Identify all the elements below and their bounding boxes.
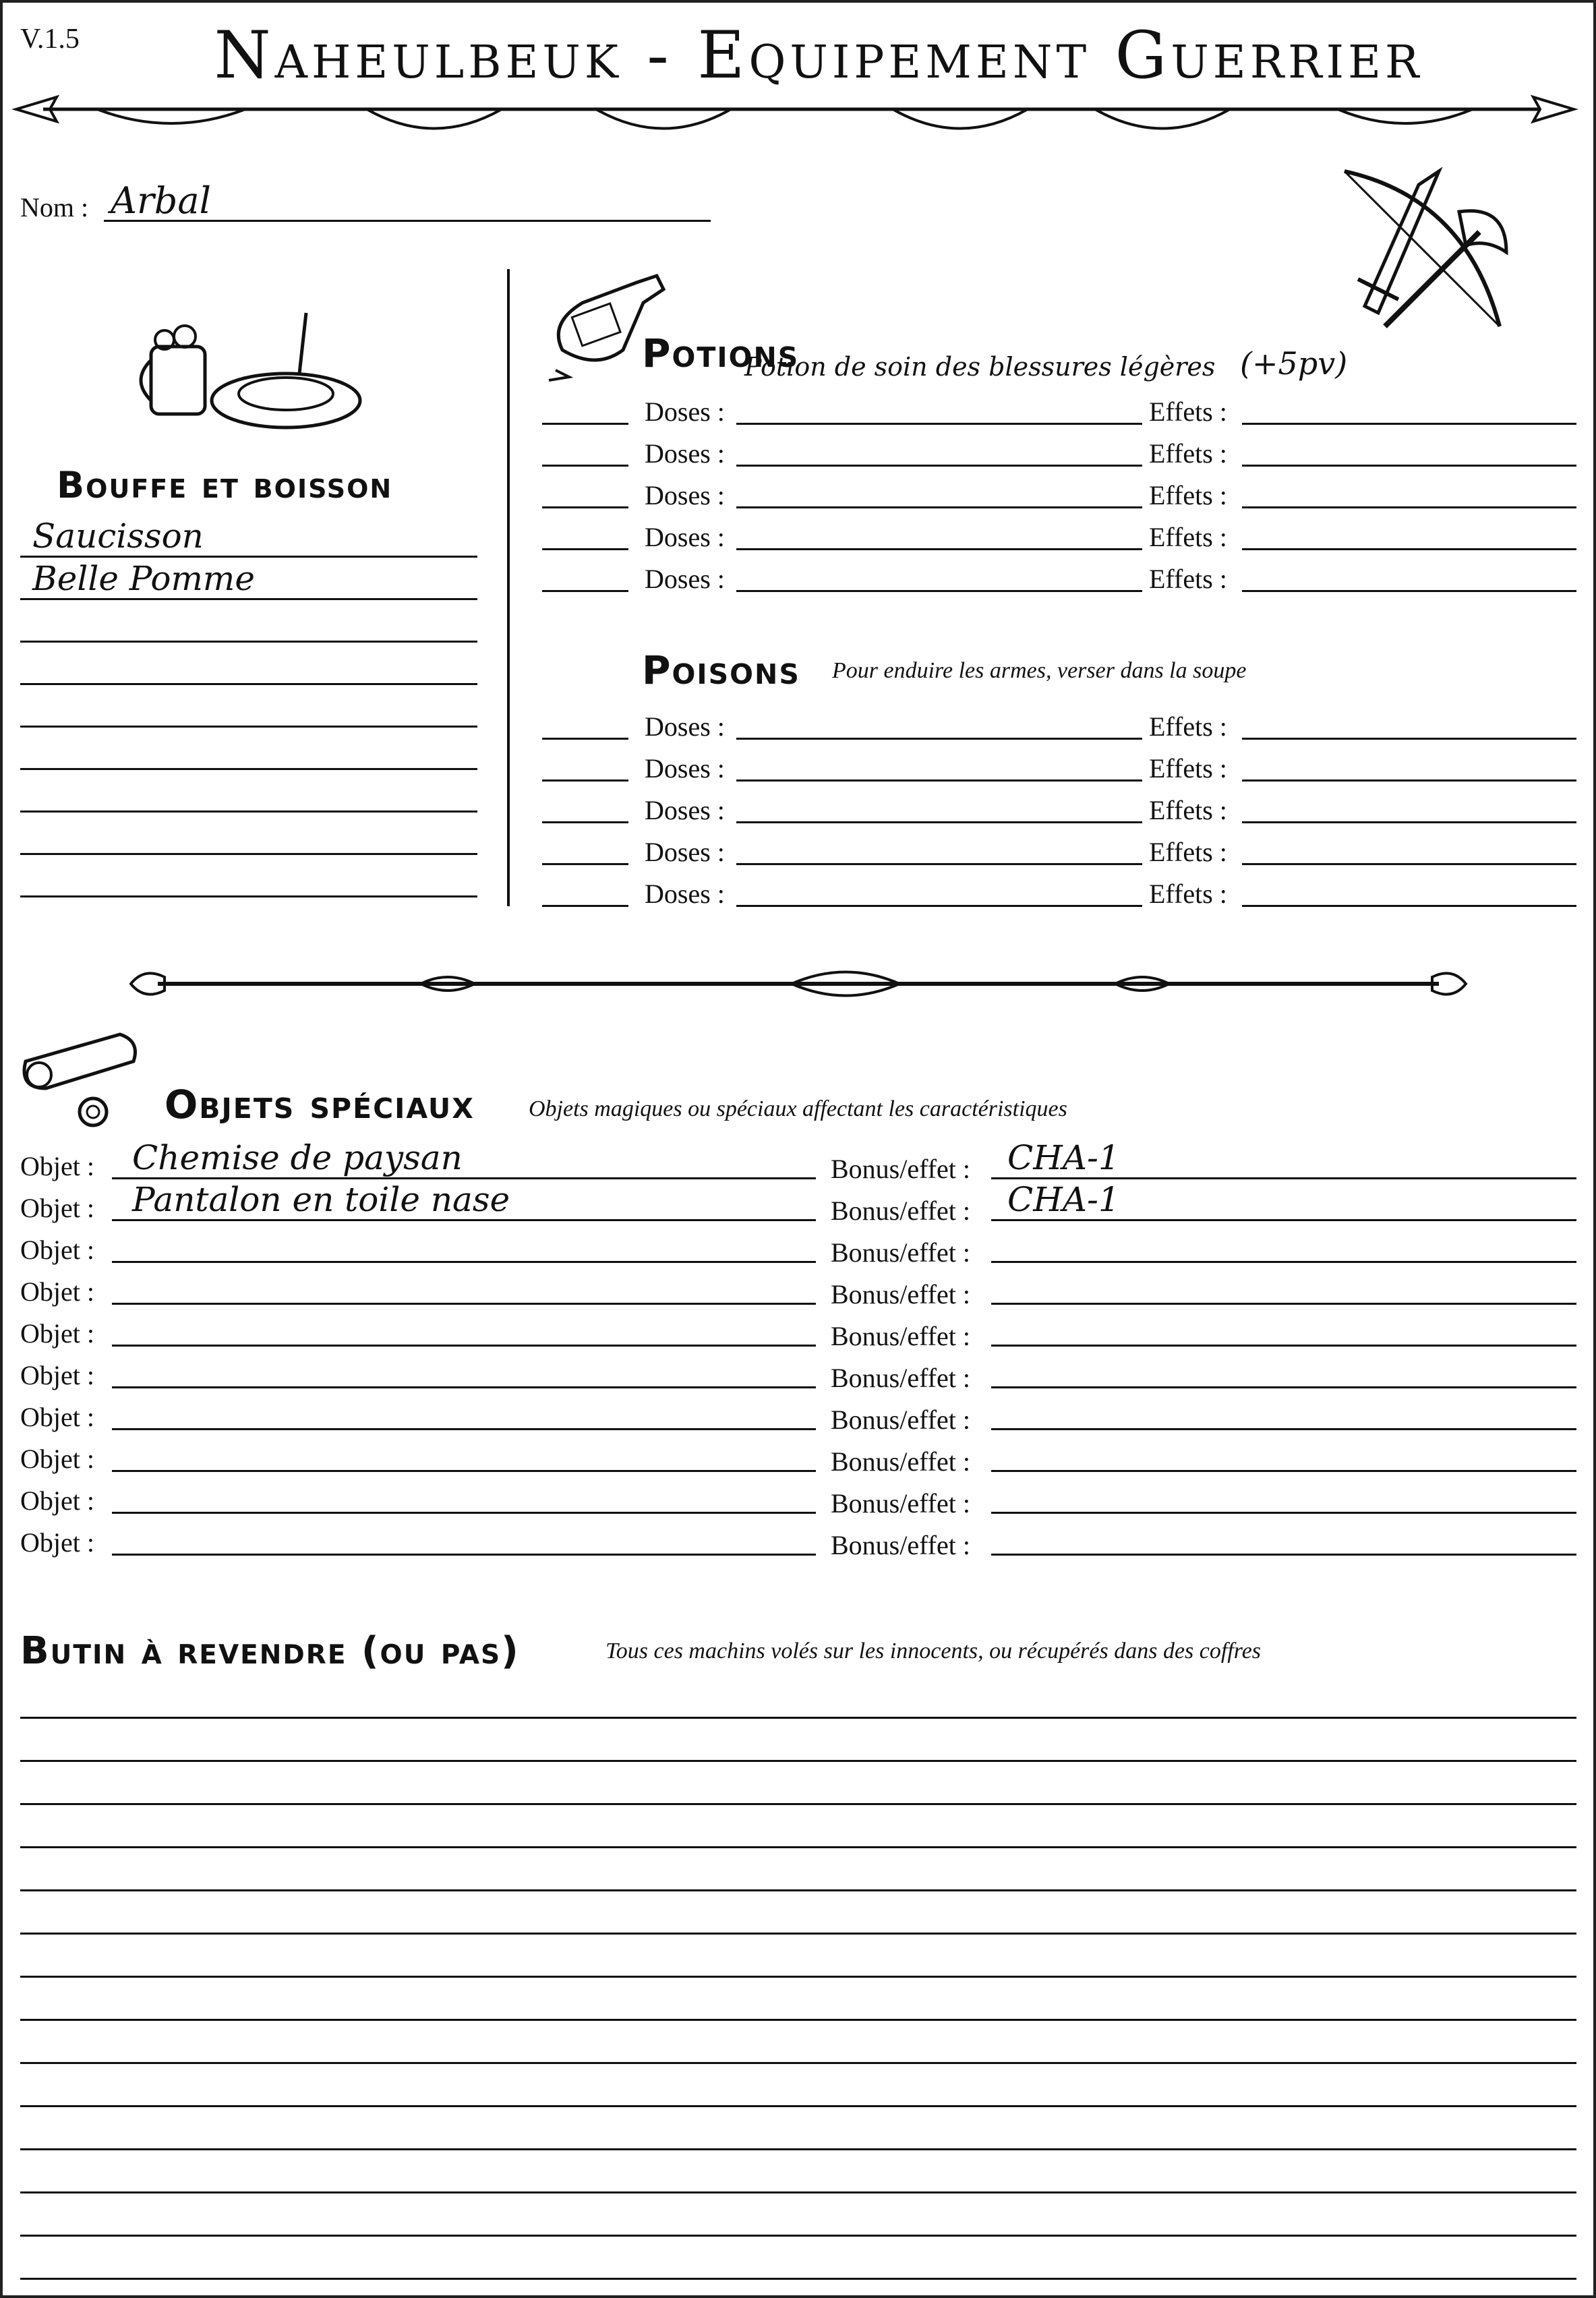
effect-line[interactable] (1242, 423, 1576, 425)
bonus-line (991, 1219, 1576, 1221)
name-line (104, 220, 711, 222)
bonus-label: Bonus/effet : (831, 1488, 971, 1519)
bonus-label: Bonus/effet : (831, 1279, 971, 1309)
loot-line[interactable] (20, 2191, 1576, 2193)
effect-line[interactable] (1242, 548, 1576, 550)
dose-label: Doses : (645, 438, 725, 469)
dose-line[interactable] (736, 423, 1142, 425)
object-line (112, 1512, 816, 1514)
object-label: Objet : (20, 1318, 94, 1349)
effect-line[interactable] (1242, 905, 1576, 907)
food-line (20, 726, 477, 728)
loot-line[interactable] (20, 2235, 1576, 2237)
food-item[interactable]: Belle Pomme (32, 559, 255, 598)
bonus-line (991, 1554, 1576, 1556)
dose-label: Doses : (645, 753, 725, 784)
food-line (20, 556, 477, 558)
loot-line[interactable] (20, 1846, 1576, 1848)
object-label: Objet : (20, 1360, 94, 1390)
loot-line[interactable] (20, 2019, 1576, 2021)
bonus-line (991, 1386, 1576, 1388)
object-line (112, 1345, 816, 1347)
object-line (112, 1554, 816, 1556)
bonus-label: Bonus/effet : (831, 1363, 971, 1393)
effect-label: Effets : (1149, 837, 1227, 867)
effect-line[interactable] (1242, 590, 1576, 592)
food-line (20, 641, 477, 643)
dose-line[interactable] (736, 779, 1142, 782)
dose-count-line[interactable] (542, 905, 628, 907)
scroll-ring-icon (19, 1028, 154, 1136)
object-line (112, 1261, 816, 1263)
dose-count-line[interactable] (542, 738, 628, 740)
object-label: Objet : (20, 1193, 94, 1223)
effect-label: Effets : (1149, 795, 1227, 825)
bonus-line (991, 1428, 1576, 1430)
object-label: Objet : (20, 1444, 94, 1474)
loot-line[interactable] (20, 1976, 1576, 1978)
dose-label: Doses : (645, 522, 725, 552)
dose-label: Doses : (645, 396, 725, 427)
poisons-heading: Poisons (642, 647, 800, 693)
loot-line[interactable] (20, 1717, 1576, 1719)
effect-line[interactable] (1242, 821, 1576, 823)
spear-icon (16, 90, 1580, 151)
object-label: Objet : (20, 1276, 94, 1307)
bonus-line (991, 1470, 1576, 1472)
effect-line[interactable] (1242, 863, 1576, 865)
dose-label: Doses : (645, 564, 725, 594)
dose-line[interactable] (736, 590, 1142, 592)
bonus-label: Bonus/effet : (831, 1154, 971, 1184)
dose-line[interactable] (736, 821, 1142, 823)
dose-line[interactable] (736, 905, 1142, 907)
object-label: Objet : (20, 1527, 94, 1558)
loot-line[interactable] (20, 1803, 1576, 1805)
object-line (112, 1470, 816, 1472)
effect-label: Effets : (1149, 564, 1227, 594)
effect-line[interactable] (1242, 779, 1576, 782)
loot-heading: Butin à revendre (ou pas) (20, 1629, 520, 1673)
effect-label: Effets : (1149, 753, 1227, 784)
dose-count-line[interactable] (542, 590, 628, 592)
dose-count-line[interactable] (542, 821, 628, 823)
effect-line[interactable] (1242, 465, 1576, 467)
dose-line[interactable] (736, 738, 1142, 740)
object-value[interactable]: Chemise de paysan (132, 1138, 463, 1177)
food-line (20, 768, 477, 770)
dose-label: Doses : (645, 879, 725, 909)
dose-label: Doses : (645, 795, 725, 825)
dose-label: Doses : (645, 711, 725, 742)
effect-label: Effets : (1149, 711, 1227, 742)
bonus-line (991, 1261, 1576, 1263)
bonus-label: Bonus/effet : (831, 1446, 971, 1477)
bonus-line (991, 1177, 1576, 1179)
dose-line[interactable] (736, 548, 1142, 550)
potions-annotation[interactable]: Potion de soin des blessures légères (744, 352, 1216, 382)
version-label: V.1.5 (20, 24, 80, 55)
dose-count-line[interactable] (542, 863, 628, 865)
potions-heading: Potions (642, 330, 800, 376)
object-line (112, 1219, 816, 1221)
object-value[interactable]: Pantalon en toile nase (132, 1180, 510, 1219)
food-line (20, 683, 477, 685)
food-line (20, 895, 477, 897)
bonus-label: Bonus/effet : (831, 1237, 971, 1268)
dose-line[interactable] (736, 863, 1142, 865)
staff-icon (131, 960, 1466, 1007)
effect-line[interactable] (1242, 506, 1576, 508)
effect-label: Effets : (1149, 396, 1227, 427)
bonus-line (991, 1512, 1576, 1514)
loot-line[interactable] (20, 2148, 1576, 2150)
bonus-label: Bonus/effet : (831, 1321, 971, 1351)
effect-label: Effets : (1149, 480, 1227, 510)
dose-line[interactable] (736, 465, 1142, 467)
effect-label: Effets : (1149, 522, 1227, 552)
bonus-label: Bonus/effet : (831, 1405, 971, 1435)
dose-line[interactable] (736, 506, 1142, 508)
food-heading: Bouffe et boisson (57, 464, 393, 506)
weapons-icon (1331, 158, 1527, 347)
object-line (112, 1428, 816, 1430)
loot-line[interactable] (20, 2105, 1576, 2107)
food-line (20, 811, 477, 813)
dose-count-line[interactable] (542, 423, 628, 425)
dose-label: Doses : (645, 480, 725, 510)
object-line (112, 1386, 816, 1388)
page-title: Naheulbeuk - Equipement Guerrier (214, 18, 1423, 93)
object-label: Objet : (20, 1235, 94, 1265)
bonus-value[interactable]: CHA-1 (1007, 1180, 1120, 1219)
object-line (112, 1303, 816, 1305)
object-label: Objet : (20, 1402, 94, 1432)
effect-label: Effets : (1149, 438, 1227, 469)
bonus-value[interactable]: CHA-1 (1007, 1138, 1120, 1177)
dose-count-line[interactable] (542, 465, 628, 467)
object-line (112, 1177, 816, 1179)
effect-line[interactable] (1242, 738, 1576, 740)
name-label: Nom : (20, 192, 89, 223)
bonus-label: Bonus/effet : (831, 1196, 971, 1226)
food-item[interactable]: Saucisson (32, 517, 204, 556)
poisons-subtitle: Pour enduire les armes, verser dans la soupe (832, 658, 1247, 683)
loot-subtitle: Tous ces machins volés sur les innocents, ou récupérés dans des coffres (605, 1639, 1262, 1663)
name-value[interactable]: Arbal (111, 179, 211, 222)
loot-line[interactable] (20, 2278, 1576, 2280)
loot-line[interactable] (20, 1760, 1576, 1762)
loot-line[interactable] (20, 2062, 1576, 2064)
special-heading: Objets spéciaux (165, 1082, 475, 1127)
dose-count-line[interactable] (542, 779, 628, 782)
object-label: Objet : (20, 1151, 94, 1181)
dose-count-line[interactable] (542, 548, 628, 550)
loot-line[interactable] (20, 1889, 1576, 1891)
bonus-line (991, 1303, 1576, 1305)
food-line (20, 598, 477, 600)
object-label: Objet : (20, 1485, 94, 1516)
potions-annotation-effect[interactable]: (+5pv) (1240, 345, 1348, 382)
special-subtitle: Objets magiques ou spéciaux affectant les caractéristiques (529, 1096, 1067, 1121)
bonus-line (991, 1345, 1576, 1347)
food-icon (138, 299, 367, 434)
effect-label: Effets : (1149, 879, 1227, 909)
loot-line[interactable] (20, 1933, 1576, 1935)
dose-count-line[interactable] (542, 506, 628, 508)
food-line (20, 853, 477, 855)
dose-label: Doses : (645, 837, 725, 867)
column-divider (507, 269, 510, 906)
bonus-label: Bonus/effet : (831, 1530, 971, 1560)
